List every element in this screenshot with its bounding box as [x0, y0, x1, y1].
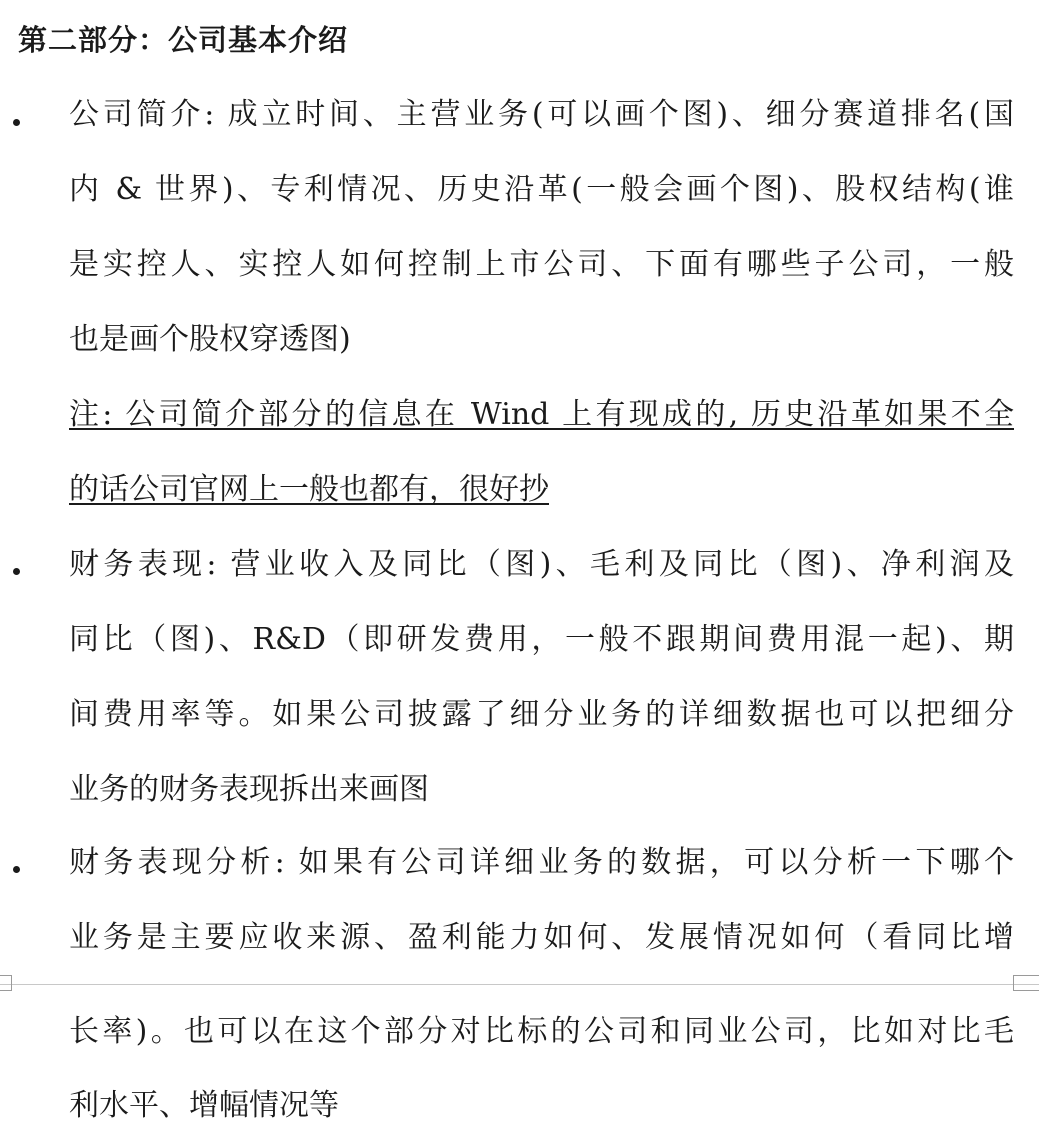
page-break-line — [0, 984, 1039, 985]
bullet-marker — [13, 119, 20, 126]
left-margin-marker — [0, 975, 12, 991]
right-margin-marker — [1013, 975, 1039, 991]
paragraph-line: 长率)。也可以在这个部分对比标的公司和同业公司，比如对比毛 — [69, 1014, 1014, 1049]
bullet-marker — [13, 866, 20, 873]
paragraph-line: 财务表现: 营业收入及同比（图)、毛利及同比（图)、净利润及 — [69, 547, 1014, 582]
paragraph-line: 也是画个股权穿透图) — [69, 322, 351, 357]
paragraph-line: 同比（图)、R&D（即研发费用，一般不跟期间费用混一起)、期 — [69, 622, 1014, 657]
bullet-marker — [13, 568, 20, 575]
note-line: 的话公司官网上一般也都有，很好抄 — [69, 472, 549, 507]
paragraph-line: 是实控人、实控人如何控制上市公司、下面有哪些子公司，一般 — [69, 247, 1014, 282]
paragraph-line: 业务的财务表现拆出来画图 — [69, 772, 429, 807]
paragraph-line: 公司简介: 成立时间、主营业务(可以画个图)、细分赛道排名(国 — [69, 97, 1014, 132]
paragraph-line: 间费用率等。如果公司披露了细分业务的详细数据也可以把细分 — [69, 697, 1014, 732]
note-line: 注: 公司简介部分的信息在 Wind 上有现成的, 历史沿革如果不全 — [69, 397, 1014, 432]
paragraph-line: 业务是主要应收来源、盈利能力如何、发展情况如何（看同比增 — [69, 920, 1014, 955]
paragraph-line: 财务表现分析: 如果有公司详细业务的数据，可以分析一下哪个 — [69, 845, 1014, 880]
paragraph-line: 内 & 世界)、专利情况、历史沿革(一般会画个图)、股权结构(谁 — [69, 172, 1014, 207]
paragraph-line: 利水平、增幅情况等 — [69, 1088, 339, 1123]
section-heading: 第二部分：公司基本介绍 — [18, 23, 349, 57]
